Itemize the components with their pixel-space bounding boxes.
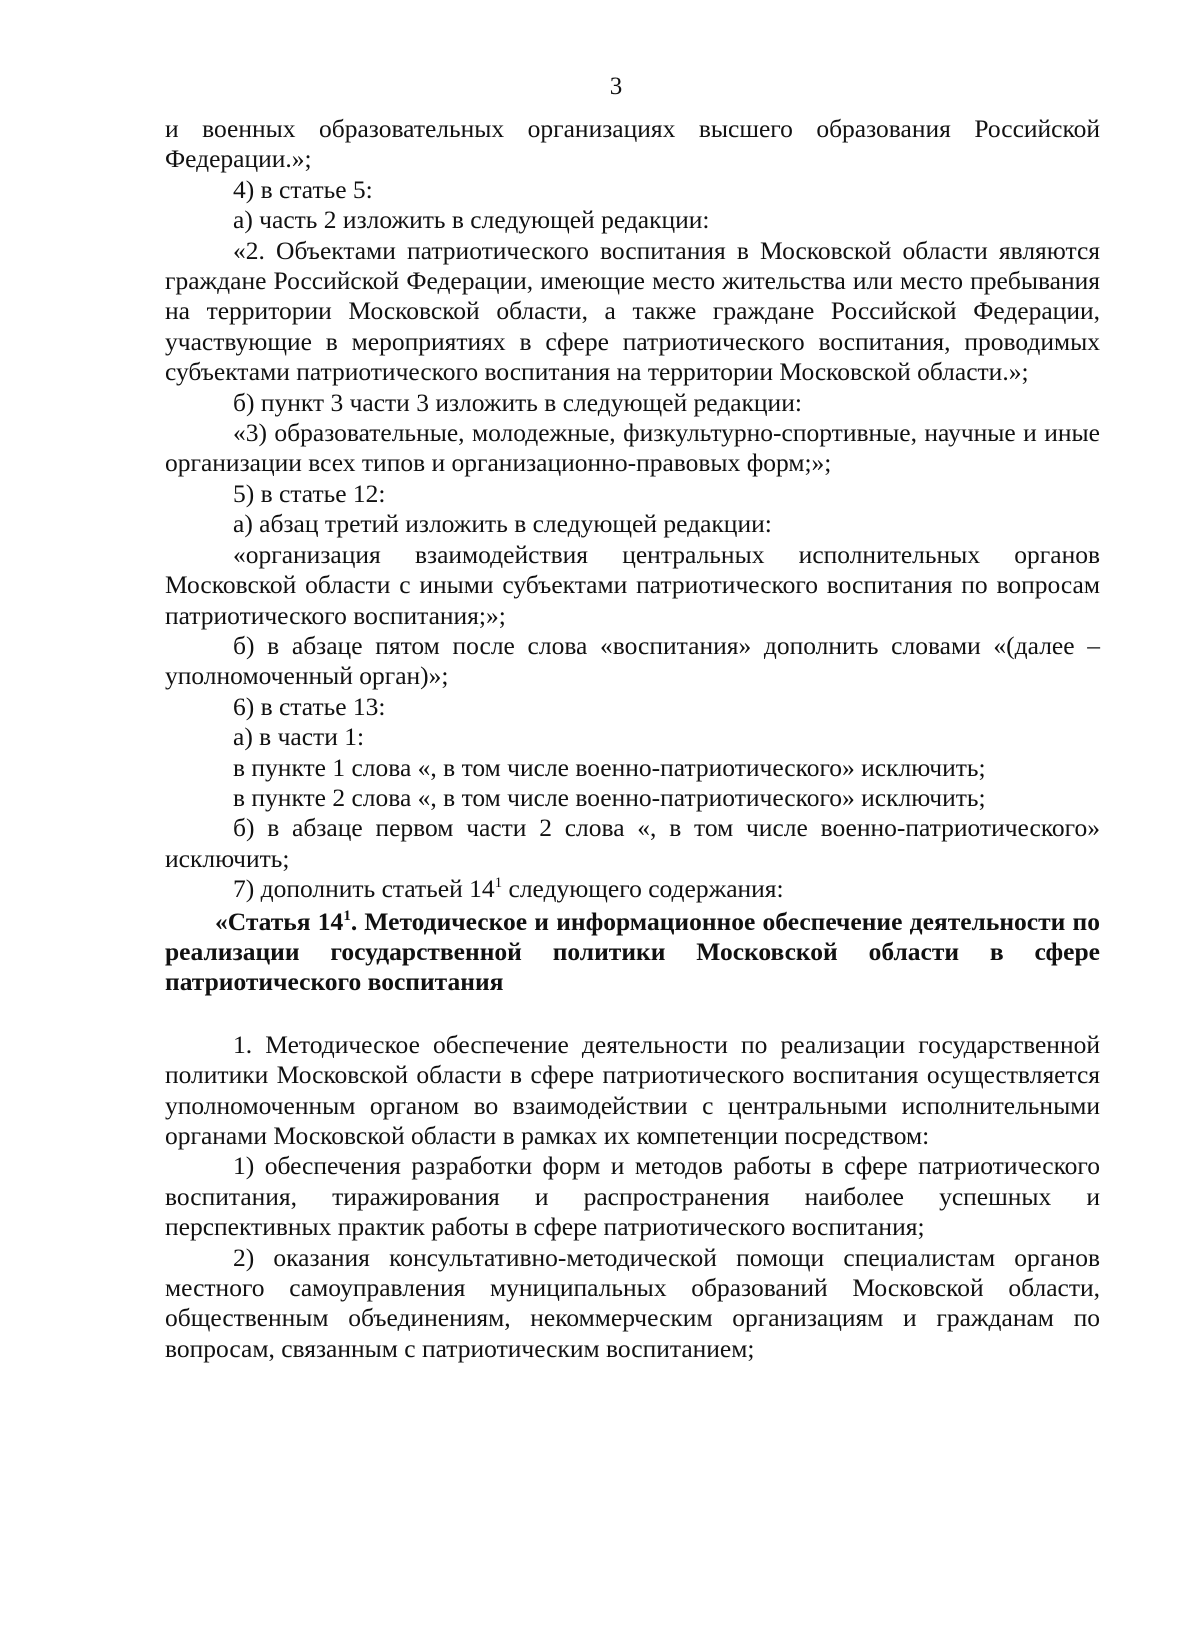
paragraph: а) часть 2 изложить в следующей редакции:	[233, 205, 710, 235]
paragraph: 6) в статье 13:	[233, 691, 386, 721]
paragraph: «организация взаимодействия центральных исполнительных органов Московской области с иными субъектами патриотического воспитания по вопросам патриотического воспитания;»;	[165, 539, 1100, 630]
paragraph: а) в части 1:	[233, 722, 365, 752]
item7-text: 7) дополнить статьей 14	[233, 874, 495, 904]
paragraph: и военных образовательных организациях высшего образования Российской Федерации.»;	[165, 114, 1100, 174]
paragraph: в пункте 2 слова «, в том числе военно-патриотического» исключить;	[233, 782, 986, 812]
page-number: 3	[609, 73, 623, 100]
paragraph: «3) образовательные, молодежные, физкультурно-спортивные, научные и иные организации всех типов и организационно-правовых форм;»;	[165, 418, 1100, 478]
paragraph: 4) в статье 5:	[233, 174, 373, 204]
paragraph: 5) в статье 12:	[233, 478, 386, 508]
article-paragraph: 2) оказания консультативно-методической помощи специалистам органов местного самоуправления муниципальных образований Московской области, общественным объединениям, некоммерческим организациям и гражданам по вопросам, связанным с патриотическим воспитанием;	[165, 1242, 1100, 1363]
paragraph: а) абзац третий изложить в следующей редакции:	[233, 509, 772, 539]
paragraph: «2. Объектами патриотического воспитания в Московской области являются граждане Российской Федерации, имеющие место жительства или место пребывания на территории Московской области, а также граждане Российской Федерации, участвующие в мероприятиях в сфере патриотического воспитания, проводимых субъектами патриотического воспитания на территории Московской области.»;	[165, 235, 1100, 387]
paragraph: б) в абзаце пятом после слова «воспитания» дополнить словами «(далее – уполномоченный орган)»;	[165, 630, 1100, 691]
document-body	[165, 114, 1100, 1364]
paragraph: б) пункт 3 части 3 изложить в следующей редакции:	[233, 387, 802, 417]
item7-text-end: следующего содержания:	[502, 874, 784, 904]
superscript: 1	[494, 875, 503, 892]
superscript: 1	[343, 907, 351, 924]
article-paragraph: 1) обеспечения разработки форм и методов работы в сфере патриотического воспитания, тиражирования и распространения наиболее успешных и перспективных практик работы в сфере патриотического воспитания;	[165, 1151, 1100, 1242]
article-heading	[165, 907, 1100, 998]
paragraph: в пункте 1 слова «, в том числе военно-патриотического» исключить;	[233, 752, 986, 782]
spacer	[165, 998, 1100, 1030]
article-heading-title: . Методическое и информационное обеспечение деятельности по реализации государственной политики Московской области в сфере патриотического воспитания	[165, 906, 1100, 997]
amendment-item-7	[165, 874, 1100, 904]
article-heading-start: «Статья 14	[215, 906, 344, 936]
article-paragraph: 1. Методическое обеспечение деятельности по реализации государственной политики Московской области в сфере патриотического воспитания осуществляется уполномоченным органом во взаимодействии с центральными исполнительными органами Московской области в рамках их компетенции посредством:	[165, 1029, 1100, 1150]
paragraph: б) в абзаце первом части 2 слова «, в том числе военно-патриотического» исключить;	[165, 813, 1100, 873]
